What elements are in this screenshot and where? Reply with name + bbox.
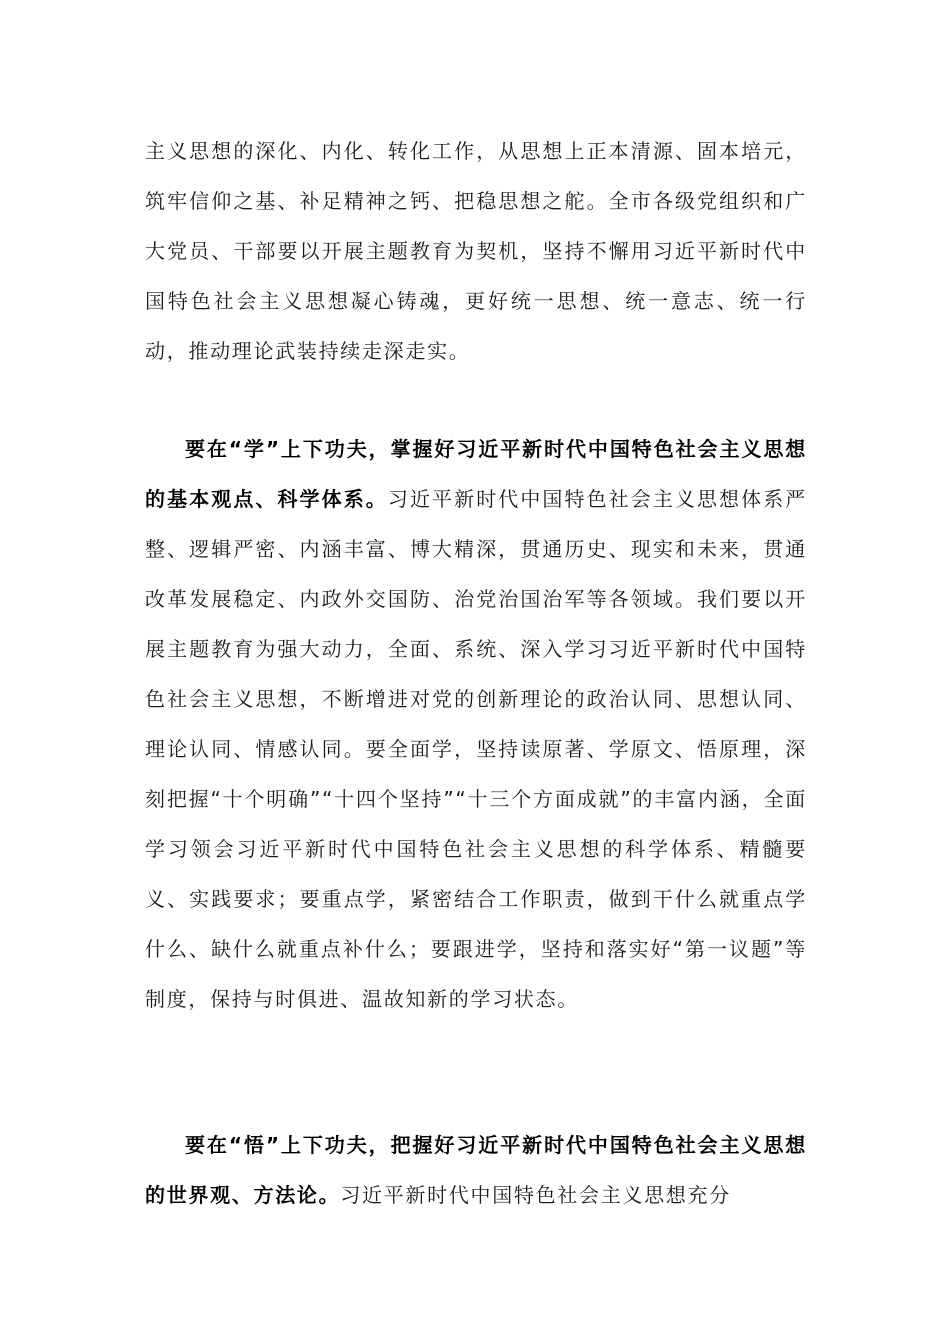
paragraph-2-lead: 要在“学”上下功夫，掌握好习近平新时代中国特色社会主义思想的基本观点、科学体系。	[145, 437, 807, 511]
paragraph-2-text: 习近平新时代中国特色社会主义思想体系严整、逻辑严密、内涵丰富、博大精深，贯通历史、现实和未来，贯通改革发展稳定、内政外交国防、治党治国治军等各领域。我们要以开展主题教育为强大动力，全面、系统、深入学习习近平新时代中国特色社会主义思想，不断增进对党的创新理论的政治认同、思想认同、理论认同、情感认同。要全面学，坚持读原著、学原文、悟原理，深刻把握“十个明确”“十四个坚持”“十三个方面成就”的丰富内涵，全面学习领会习近平新时代中国特色社会主义思想的科学体系、精髓要义、实践要求；要重点学，紧密结合工作职责，做到干什么就重点学什么、缺什么就重点补什么；要跟进学，坚持和落实好“第一议题”等制度，保持与时俱进、温故知新的学习状态。	[145, 487, 807, 1011]
paragraph-3-lead: 要在“悟”上下功夫，把握好习近平新时代中国特色社会主义思想的世界观、方法论。	[145, 1133, 807, 1207]
paragraph-3	[145, 1120, 807, 1220]
paragraph-3-text: 习近平新时代中国特色社会主义思想充分	[340, 1183, 731, 1207]
paragraph-1	[145, 126, 807, 376]
paragraph-1-text: 主义思想的深化、内化、转化工作，从思想上正本清源、固本培元，筑牢信仰之基、补足精神之钙、把稳思想之舵。全市各级党组织和广大党员、干部要以开展主题教育为契机，坚持不懈用习近平新时代中国特色社会主义思想凝心铸魂，更好统一思想、统一意志、统一行动，推动理论武装持续走深走实。	[145, 139, 807, 363]
paragraph-2	[145, 424, 807, 1024]
